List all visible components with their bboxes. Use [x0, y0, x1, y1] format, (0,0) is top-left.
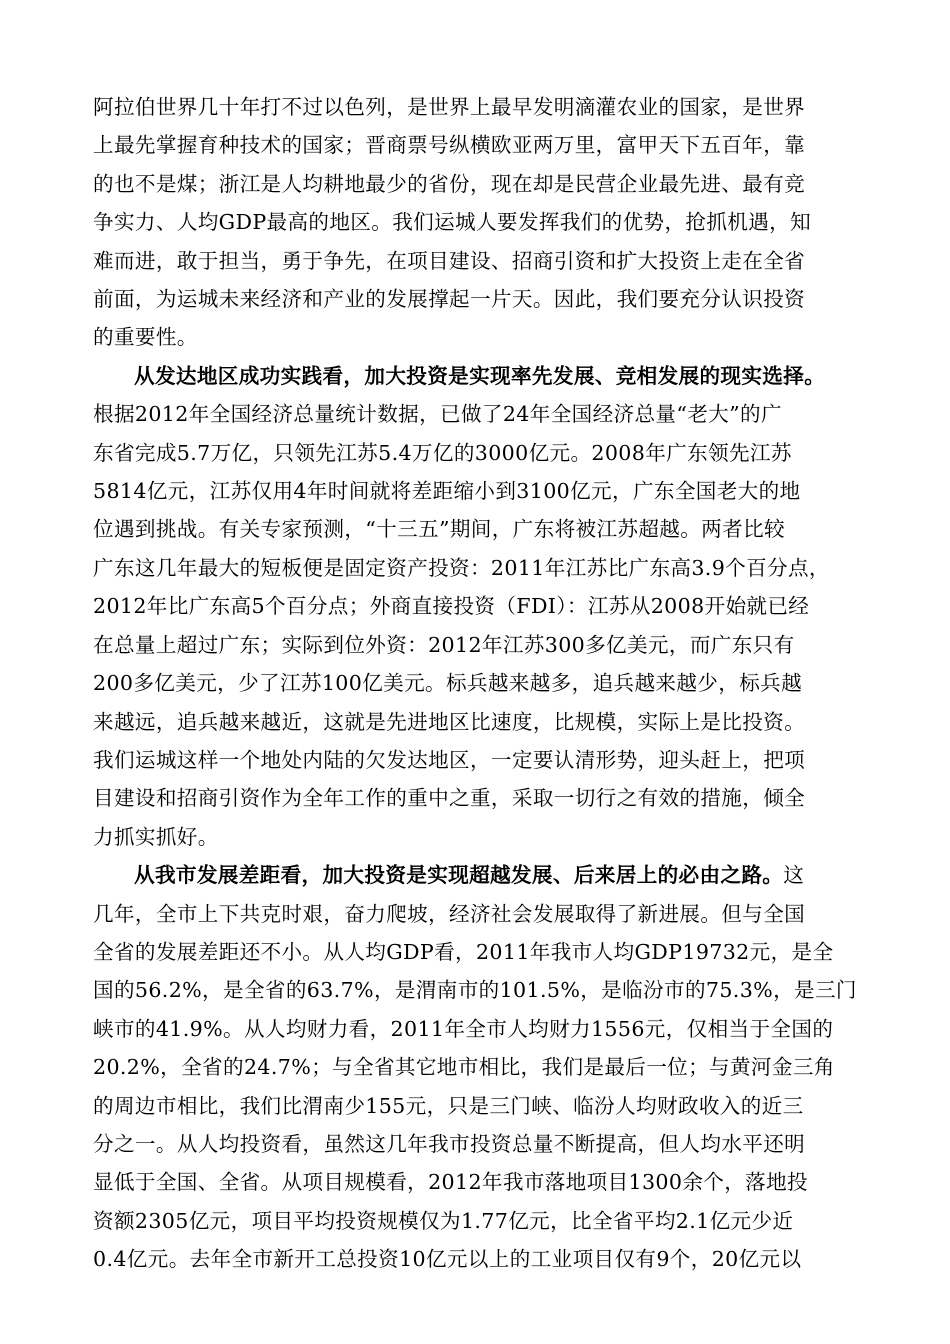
lead-line-tail: 这 [783, 863, 805, 888]
text-line: 位遇到挑战。有关专家预测，“十三五”期间，广东将被江苏超越。两者比较 [93, 517, 785, 542]
text-line: 资额2305亿元，项目平均投资规模仅为1.77亿元，比全省平均2.1亿元少近 [93, 1208, 794, 1233]
text-line: 阿拉伯世界几十年打不过以色列，是世界上最早发明滴灌农业的国家，是世界 [93, 95, 806, 119]
paragraph-1 [93, 88, 863, 357]
text-line: 难而进，敢于担当，勇于争先，在项目建设、招商引资和扩大投资上走在全省 [93, 248, 806, 273]
text-line: 显低于全国、全省。从项目规模看，2012年我市落地项目1300余个，落地投 [93, 1170, 808, 1195]
text-line: 200多亿美元，少了江苏100亿美元。标兵越来越多，追兵越来越少，标兵越 [93, 671, 803, 696]
text-line: 根据2012年全国经济总量统计数据，已做了24年全国经济总量“老大”的广 [93, 402, 782, 427]
document-page [93, 88, 863, 1279]
text-line: 0.4亿元。去年全市新开工总投资10亿元以上的工业项目仅有9个，20亿元以 [93, 1247, 802, 1272]
text-line: 2012年比广东高5个百分点；外商直接投资（FDI）：江苏从2008开始就已经 [93, 594, 810, 619]
text-line: 前面，为运城未来经济和产业的发展撑起一片天。因此，我们要充分认识投资 [93, 287, 806, 312]
paragraph-2 [93, 357, 863, 856]
bold-lead-sentence: 从发达地区成功实践看，加大投资是实现率先发展、竞相发展的现实选择。 [134, 363, 826, 388]
text-line: 在总量上超过广东；实际到位外资：2012年江苏300多亿美元，而广东只有 [93, 632, 795, 657]
text-line: 我们运城这样一个地处内陆的欠发达地区，一定要认清形势，迎头赶上，把项 [93, 747, 806, 772]
text-line: 分之一。从人均投资看，虽然这几年我市投资总量不断提高，但人均水平还明 [93, 1131, 806, 1156]
text-line: 国的56.2%，是全省的63.7%，是渭南市的101.5%，是临汾市的75.3%，是三门 [93, 978, 857, 1003]
paragraph-lead-line [93, 357, 863, 395]
text-line: 争实力、人均GDP最高的地区。我们运城人要发挥我们的优势，抢抓机遇，知 [93, 210, 812, 235]
text-line: 的也不是煤；浙江是人均耕地最少的省份，现在却是民营企业最先进、最有竞 [93, 171, 806, 196]
text-line: 力抓实抓好。 [93, 824, 219, 849]
text-line: 20.2%，全省的24.7%；与全省其它地市相比，我们是最后一位；与黄河金三角 [93, 1055, 835, 1080]
text-line: 全省的发展差距还不小。从人均GDP看，2011年我市人均GDP19732元，是全 [93, 939, 834, 964]
text-line: 几年，全市上下共克时艰，奋力爬坡，经济社会发展取得了新进展。但与全国 [93, 901, 806, 926]
text-line: 上最先掌握育种技术的国家；晋商票号纵横欧亚两万里，富甲天下五百年，靠 [93, 133, 806, 158]
text-line: 峡市的41.9%。从人均财力看，2011年全市人均财力1556元，仅相当于全国的 [93, 1016, 834, 1041]
paragraph-3 [93, 856, 863, 1278]
text-line: 5814亿元，江苏仅用4年时间就将差距缩小到3100亿元，广东全国老大的地 [93, 479, 801, 504]
text-line: 的周边市相比，我们比渭南少155元，只是三门峡、临汾人均财政收入的近三 [93, 1093, 804, 1118]
bold-lead-sentence: 从我市发展差距看，加大投资是实现超越发展、后来居上的必由之路。 [134, 863, 784, 888]
text-line: 东省完成5.7万亿，只领先江苏5.4万亿的3000亿元。2008年广东领先江苏 [93, 440, 792, 465]
text-line: 广东这几年最大的短板便是固定资产投资：2011年江苏比广东高3.9个百分点， [93, 555, 830, 580]
text-line: 目建设和招商引资作为全年工作的重中之重，采取一切行之有效的措施，倾全 [93, 786, 806, 811]
text-line: 的重要性。 [93, 325, 198, 350]
paragraph-lead-line [93, 856, 863, 894]
text-line: 来越远，追兵越来越近，这就是先进地区比速度，比规模，实际上是比投资。 [93, 709, 806, 734]
